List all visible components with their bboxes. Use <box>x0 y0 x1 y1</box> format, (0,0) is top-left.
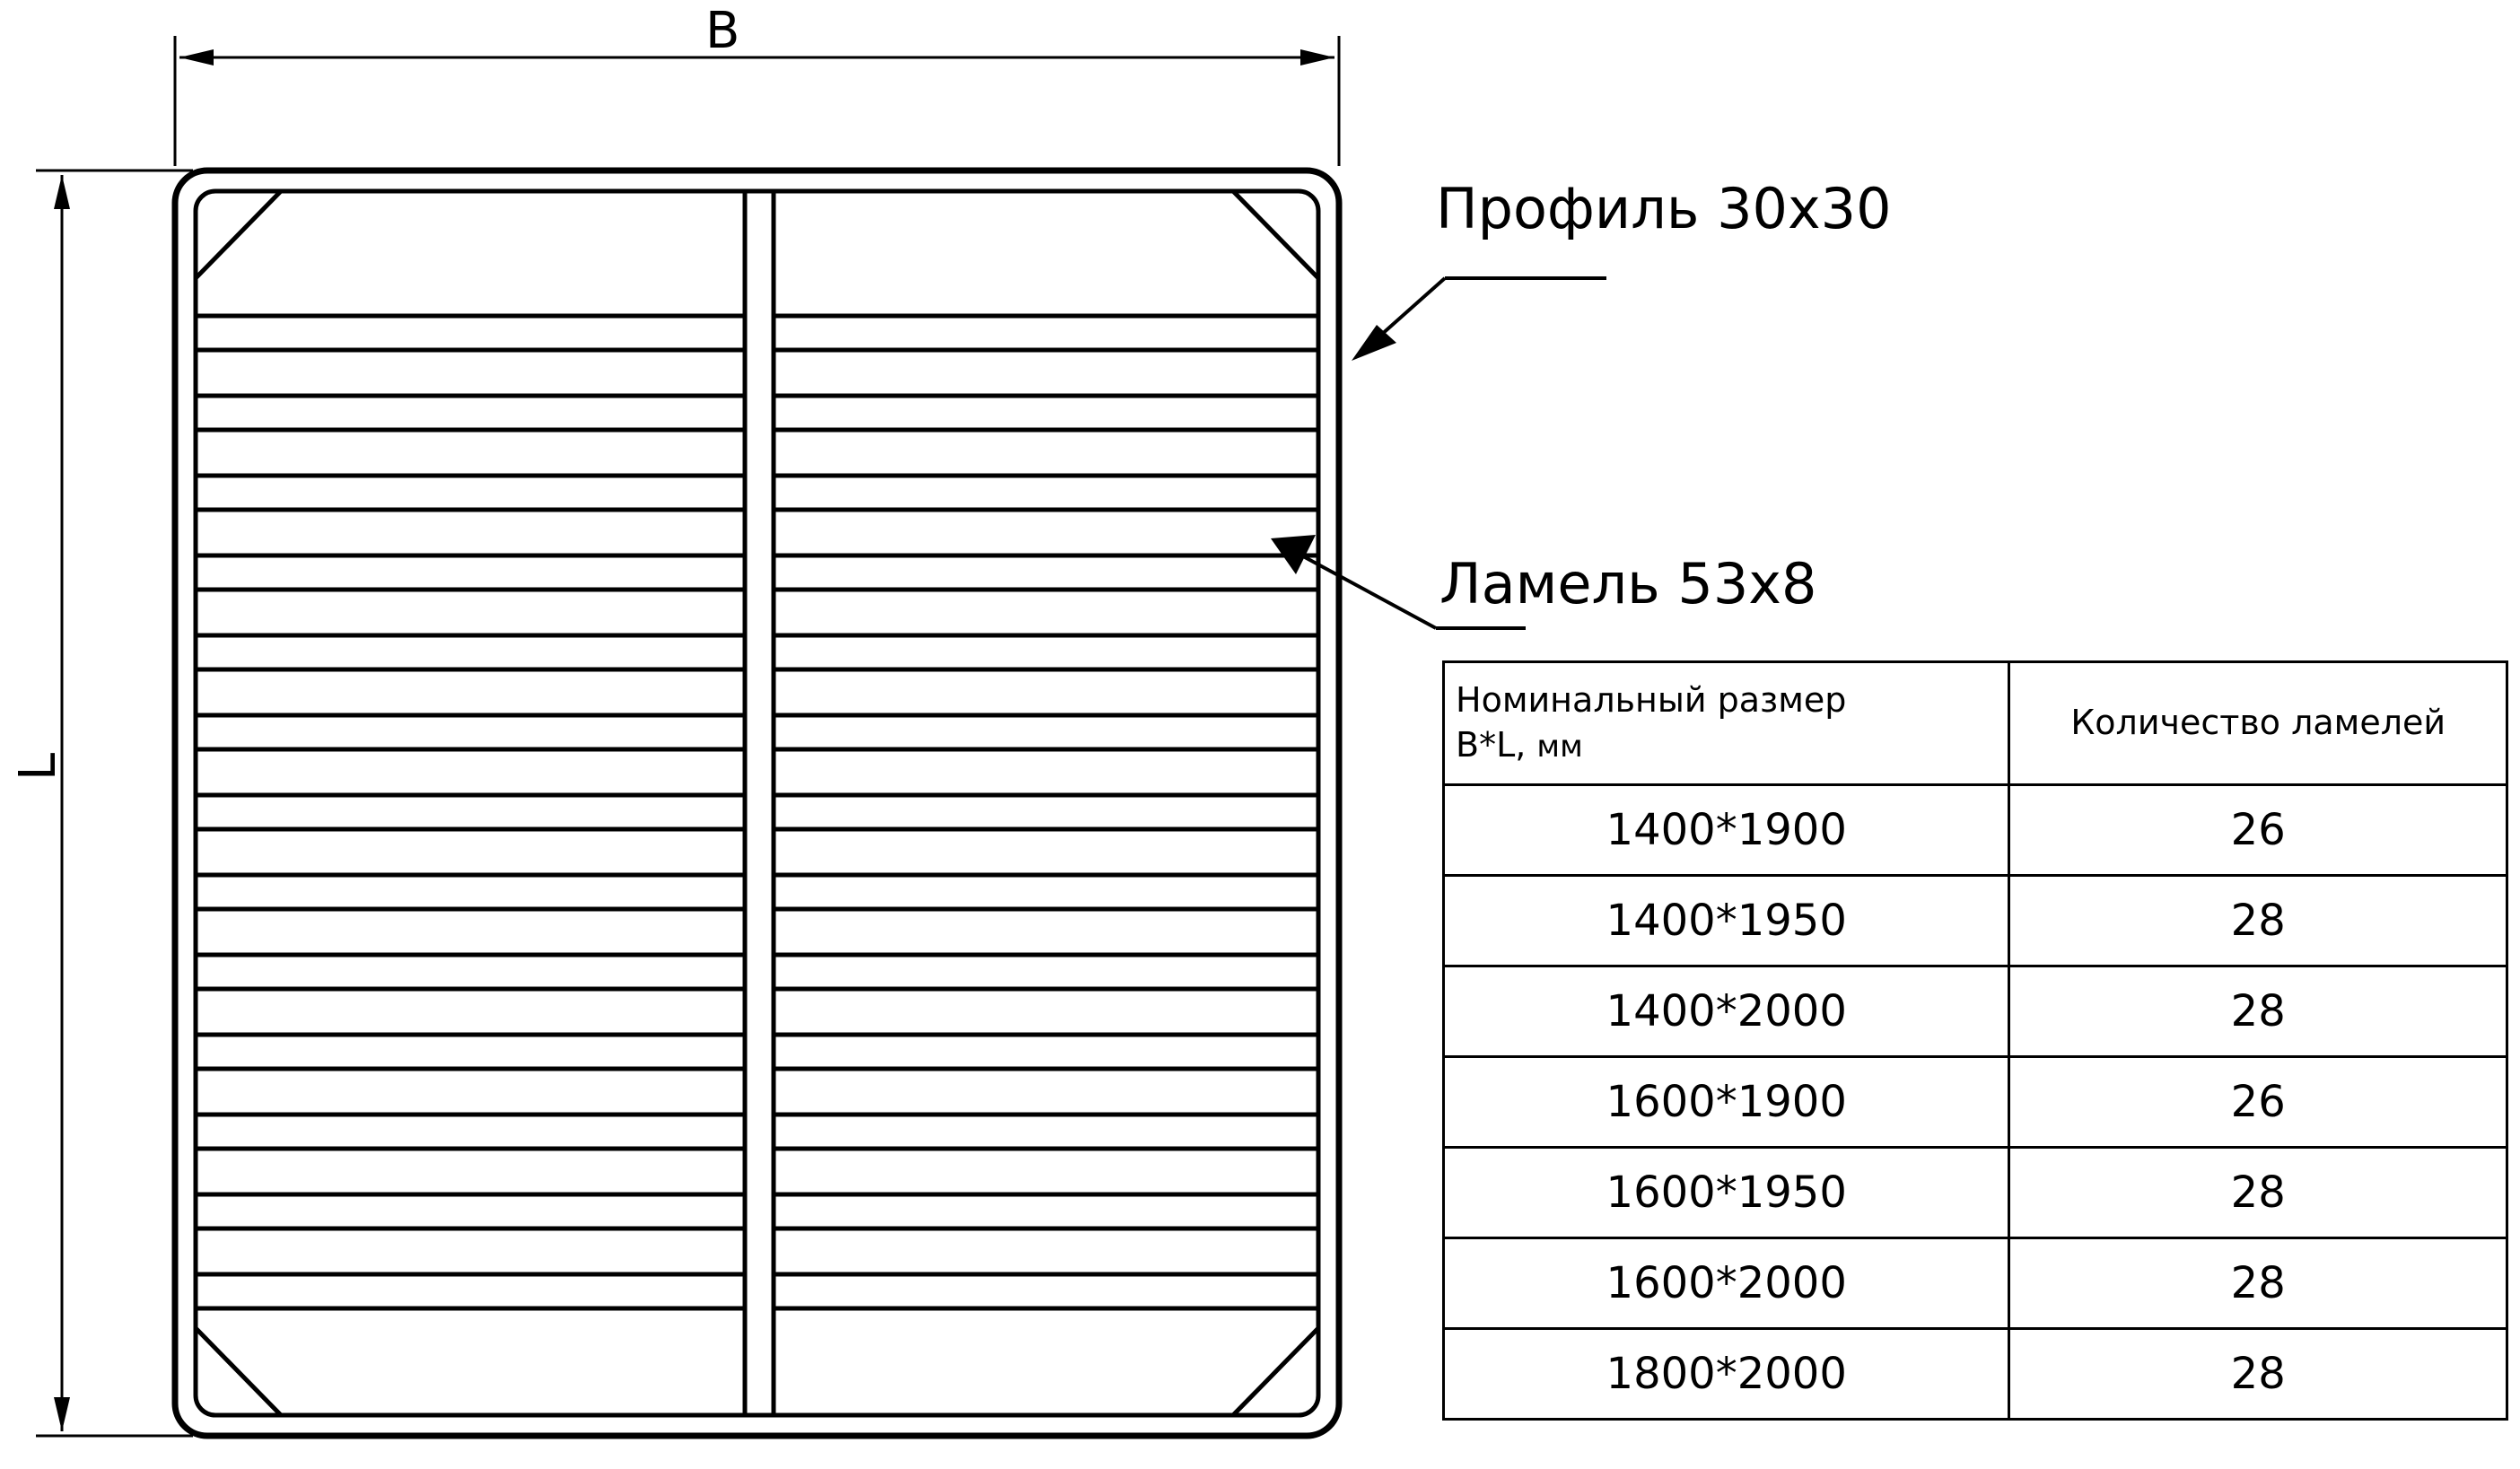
dimension-b-label: B <box>705 2 740 60</box>
cell-count: 28 <box>2009 1329 2507 1420</box>
table-header-count: Количество ламелей <box>2009 662 2507 785</box>
table-row <box>1444 1057 2507 1148</box>
cell-count: 28 <box>2009 1238 2507 1329</box>
table-row <box>1444 1329 2507 1420</box>
callout-lamel-label: Ламель 53x8 <box>1439 551 1817 616</box>
table-header-size-line2: B*L, мм <box>1456 725 1583 765</box>
table-row <box>1444 876 2507 966</box>
cell-size: 1400*1950 <box>1444 876 2009 966</box>
cell-size: 1600*2000 <box>1444 1238 2009 1329</box>
cell-count: 28 <box>2009 966 2507 1057</box>
table-row <box>1444 1238 2507 1329</box>
cell-count: 28 <box>2009 876 2507 966</box>
corner-gusset-br <box>1233 1328 1318 1415</box>
frame-inner <box>196 191 1318 1415</box>
corner-gusset-bl <box>196 1328 281 1415</box>
cell-count: 28 <box>2009 1148 2507 1238</box>
cell-size: 1400*2000 <box>1444 966 2009 1057</box>
cell-size: 1600*1900 <box>1444 1057 2009 1148</box>
corner-gusset-tr <box>1233 191 1318 278</box>
table-row <box>1444 1148 2507 1238</box>
cell-size: 1400*1900 <box>1444 785 2009 876</box>
leader-profile <box>1364 278 1606 350</box>
specification-table <box>1442 660 2508 1421</box>
corner-gusset-tl <box>196 191 281 278</box>
table-row <box>1444 785 2507 876</box>
cell-count: 26 <box>2009 1057 2507 1148</box>
frame-outer <box>175 171 1339 1436</box>
table-header-size-line1: Номинальный размер <box>1456 679 1847 720</box>
arrowhead-bottom <box>54 1397 70 1431</box>
table-header-row <box>1444 662 2507 785</box>
arrowhead-top <box>54 175 70 209</box>
dimension-l <box>36 171 193 1436</box>
dimension-b <box>175 36 1339 166</box>
table-header-size <box>1444 662 2009 785</box>
table-row <box>1444 966 2507 1057</box>
arrowhead-left <box>179 49 214 66</box>
center-divider <box>745 191 774 1415</box>
callout-profile-label: Профиль 30x30 <box>1436 176 1892 241</box>
cell-count: 26 <box>2009 785 2507 876</box>
dimension-l-label: L <box>9 752 67 781</box>
slats-left <box>196 316 745 1308</box>
slats-right <box>774 316 1318 1308</box>
arrowhead-right <box>1300 49 1334 66</box>
cell-size: 1600*1950 <box>1444 1148 2009 1238</box>
leader-profile-arrow <box>1352 325 1396 361</box>
cell-size: 1800*2000 <box>1444 1329 2009 1420</box>
